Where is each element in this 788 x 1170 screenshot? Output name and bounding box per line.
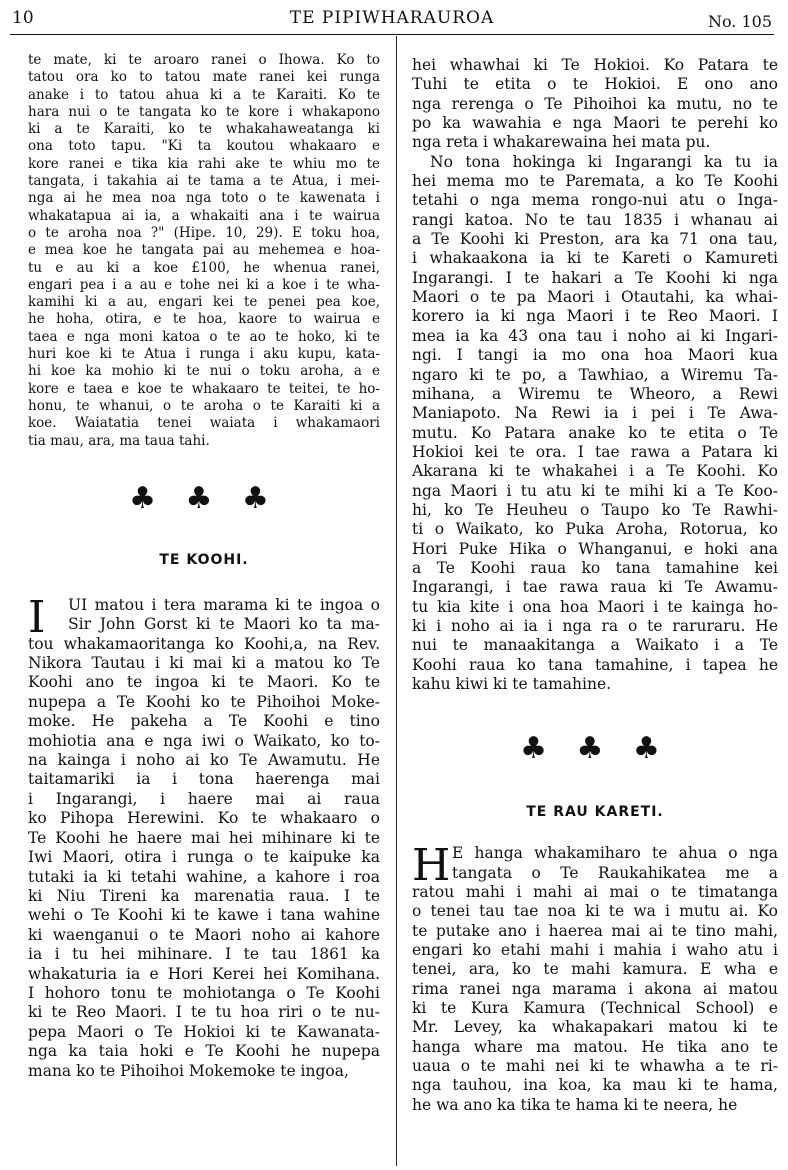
text-line: mohiotia ana e nga iwi o Waikato, ko to-: [28, 731, 380, 750]
left-column: [28, 52, 380, 1081]
text-line: Koohi raua ko tana tamahine, i tapea he: [412, 655, 778, 674]
text-line: e mea koe he tangata pai au mehemea e hoa-: [28, 242, 380, 259]
text-line: Ingarangi, i tae rawa raua ki Te Awamu-: [412, 578, 778, 597]
text-line: tangata, i takahia ai te tama a te Atua, i mei-: [28, 173, 380, 190]
text-line: taitamariki ia i tona haerenga mai: [28, 770, 380, 789]
text-line: engari pea i a au e tohe nei ki a koe i te wha-: [28, 276, 380, 293]
text-line: Te Koohi he haere mai hei mihinare ki te: [28, 828, 380, 847]
text-line: tou whakamaoritanga ko Koohi,a, na Rev.: [28, 634, 380, 653]
text-line: rima ranei nga marama i akona ai matou: [412, 979, 778, 998]
ornament-clovers-right: ♣ ♣ ♣: [520, 731, 670, 767]
text-line: nupepa a Te Koohi ko te Pihoihoi Moke-: [28, 692, 380, 711]
text-line: ki Niu Tireni ka marenatia raua. I te: [28, 886, 380, 905]
text-line: nga rerenga o Te Pihoihoi ka mutu, no te: [412, 94, 778, 113]
ornament-clovers: ♣ ♣ ♣: [129, 480, 279, 516]
right-paragraph-ingarangi: [412, 153, 778, 695]
text-line: nga ai he mea noa nga toto o te kawenata i: [28, 190, 380, 207]
text-line: nga reta i whakarewaina hei mata pu.: [412, 133, 711, 152]
text-line: uaua o te mahi nei ki te whawha a te ri-: [412, 1057, 778, 1076]
page-number: 10: [12, 8, 34, 28]
text-line: hi koe ka mohio ki te nui o toku aroha, a e: [28, 363, 380, 380]
article-heading-te-rau-kareti: TE RAU KARETI.: [526, 804, 664, 821]
text-line: o te aroha noa ?" (Hipe. 10, 29). E toku hoa,: [28, 224, 380, 241]
text-line: ki te Reo Maori. I te tu hoa riri o te nu-: [28, 1003, 380, 1022]
text-line: I hohoro tonu te mohiotanga o Te Koohi: [28, 983, 380, 1002]
text-line: rangi katoa. No te tau 1835 i whanau ai: [412, 210, 778, 229]
text-line: whakatapua ai ia, a whakaiti ana i te wairua: [28, 207, 380, 224]
text-line: Nikora Tautau i ki mai ki a matou ko Te: [28, 654, 380, 673]
text-line: Koohi ano te ingoa ki te Maori. Ko te: [28, 673, 380, 692]
right-column: [412, 56, 778, 1115]
drop-cap-lines-right: [412, 844, 778, 883]
text-line: ti o Waikato, ko Puka Aroha, Rotorua, ko: [412, 520, 778, 539]
text-line: taea e nga moni katoa o te ao te hoko, ki te: [28, 328, 380, 345]
text-line: Akarana ki te whakahei i a Te Koohi. Ko: [412, 462, 778, 481]
text-line: ratou mahi i mahi ai mai o te timatanga: [412, 883, 778, 902]
text-line: Maori o te pa Maori i Otautahi, ka whai-: [412, 288, 778, 307]
text-line: No tona hokinga ki Ingarangi ka tu ia: [430, 152, 778, 171]
drop-cap-block: [28, 591, 380, 643]
text-line: te putake ano i haerea mai ai te tino mahi,: [412, 921, 778, 940]
text-line: te mate, ki te aroaro ranei o Ihowa. Ko to: [28, 52, 380, 68]
text-line: Ingarangi. I te hakari a Te Koohi ki nga: [412, 268, 778, 287]
text-line: engari ko etahi mahi i mahia i waho atu i: [412, 941, 778, 960]
text-line: korero ia ki nga Maori i te Reo Maori. I: [412, 307, 778, 326]
text-line: tu e au ki a koe £100, he whenua ranei,: [28, 259, 380, 276]
text-line: tutaki ia ki tetahi wahine, a kahore i roa: [28, 867, 380, 886]
text-line: tia mau, ara, ma taua tahi.: [28, 432, 210, 449]
column-divider: [396, 36, 397, 1166]
text-line: Sir John Gorst ki te Maori ko ta ma-: [68, 615, 380, 634]
drop-cap-block-right: [412, 840, 778, 892]
text-line: tetahi o nga mema rongo-nui atu o Inga-: [412, 191, 778, 210]
article-te-koohi: [28, 591, 380, 1081]
text-line: nga ka taia hoki e Te Koohi he nupepa: [28, 1042, 380, 1061]
text-line: Tuhi te etita o te Hokioi. E ono ano: [412, 75, 778, 94]
text-line: kore e taea e koe te whakaaro te teitei, te ho-: [28, 380, 380, 397]
text-line: ko Pihopa Herewini. Ko te whakaaro o: [28, 809, 380, 828]
left-paragraph-koohi: [28, 635, 380, 1081]
text-line: Maniapoto. Na Rewi ia i pei i Te Awa-: [412, 404, 778, 423]
text-line: hei mema mo te Paremata, a ko Te Koohi: [412, 172, 778, 191]
text-line: hei whawhai ki Te Hokioi. Ko Patara te: [412, 56, 778, 74]
text-line: tatou ora ko to tatou mate ranei kei runga: [28, 69, 380, 86]
text-line: po ka wawahia e nga Maori te perehi ko: [412, 114, 778, 133]
text-line: anake i to tatou ahua ki a te Karaiti. Ko te: [28, 86, 380, 103]
text-line: Hori Puke Hika o Whanganui, e hoki ana: [412, 539, 778, 558]
right-paragraph-continued: [412, 56, 778, 153]
text-line: i Ingarangi, i haere mai ai raua: [28, 789, 380, 808]
text-line: mutu. Ko Patara anake ko te etita o Te: [412, 423, 778, 442]
drop-cap: I: [28, 591, 46, 643]
text-line: i whakaakona ia ki te Kareti o Kamureti: [412, 249, 778, 268]
page-header: [10, 4, 774, 35]
text-line: wehi o Te Koohi ki te kawe i tana wahine: [28, 906, 380, 925]
text-line: tu kia kite i ona hoa Maori i te kainga ho-: [412, 597, 778, 616]
text-line: ki te Kura Kamura (Technical School) e: [412, 999, 778, 1018]
text-line: pepa Maori o Te Hokioi ki te Kawanata-: [28, 1022, 380, 1041]
text-line: Mr. Levey, ka whakapakari matou ki te: [412, 1018, 778, 1037]
text-line: mana ko te Pihoihoi Mokemoke te ingoa,: [28, 1061, 349, 1080]
text-line: ki waenganui o te Maori noho ai kahore: [28, 925, 380, 944]
issue-number: No. 105: [707, 12, 772, 31]
text-line: he hoha, otira, e te hoa, kaore to wairua e: [28, 311, 380, 328]
text-line: nga tauhou, ina koa, ka mau ki te hama,: [412, 1076, 778, 1095]
text-line: o tenei tau tae noa ki te wa i mutu ai. Ko: [412, 902, 778, 921]
text-line: hara nui o te tangata ko te kore i whakapono: [28, 103, 380, 120]
text-line: UI matou i tera marama ki te ingoa o: [68, 595, 380, 614]
text-line: kamihi ki a au, engari kei te penei pea koe,: [28, 294, 380, 311]
text-line: tenei, ara, ko te mahi kamura. E wha e: [412, 960, 778, 979]
text-line: Iwi Maori, otira i runga o te kaipuke ka: [28, 848, 380, 867]
text-line: nui te manaakitanga a Waikato i a Te: [412, 636, 778, 655]
text-line: Hokioi kei te ora. I tae rawa a Patara ki: [412, 442, 778, 461]
text-line: ona toto tapu. "Ki ta koutou whakaaro e: [28, 138, 380, 155]
article-te-rau-kareti: [412, 840, 778, 1115]
text-line: huri koe ki te Atua i runga i aku kupu, kata-: [28, 346, 380, 363]
text-line: koe. Waiatatia tenei waiata i whakamaori: [28, 415, 380, 432]
drop-cap-right: H: [412, 840, 451, 892]
text-line: na kainga i noho ai ko Te Awamutu. He: [28, 751, 380, 770]
right-paragraph-kareti: [412, 883, 778, 1115]
text-line: whakaturia ia e Hori Kerei hei Komihana.: [28, 964, 380, 983]
text-line: ngi. I tangi ia mo ona hoa Maori kua: [412, 346, 778, 365]
text-line: honu, te whanui, o te aroha o te Karaiti ki a: [28, 397, 380, 414]
text-line: hi, ko Te Heuheu o Taupo ko Te Rawhi-: [412, 500, 778, 519]
article-heading-te-koohi: TE KOOHI.: [159, 551, 249, 568]
text-line: E hanga whakamiharo te ahua o nga: [452, 844, 778, 863]
text-line: moke. He pakeha a Te Koohi e tino: [28, 712, 380, 731]
drop-cap-lines: [28, 596, 380, 635]
text-line: mea ia ka 43 ona tau i noho ai ki Ingari-: [412, 326, 778, 345]
text-line: a Te Koohi ki Preston, ara ka 71 ona tau,: [412, 230, 778, 249]
text-line: hanga whare ma matou. He tika ano te: [412, 1037, 778, 1056]
text-line: tangata o Te Raukahikatea me a: [452, 863, 778, 882]
publication-title: TE PIPIWHARAUROA: [289, 8, 495, 28]
text-line: nga Maori i tu atu ki te mihi ki a Te Koo-: [412, 481, 778, 500]
text-line: mihana, a Wiremu te Wheoro, a Rewi: [412, 384, 778, 403]
left-paragraph-intro: [28, 52, 380, 450]
text-line: ia i tu hei mihinare. I te tau 1861 ka: [28, 945, 380, 964]
text-line: he wa ano ka tika te hama ki te neera, he: [412, 1095, 738, 1114]
text-line: a Te Koohi raua ko tana tamahine kei: [412, 558, 778, 577]
text-line: kore ranei e tika kia rahi ake te whiu mo te: [28, 155, 380, 172]
text-line: ngaro ki te po, a Tawhiao, a Wiremu Ta-: [412, 365, 778, 384]
text-line: ki a te Karaiti, ko te whakahaweatanga ki: [28, 121, 380, 138]
text-line: ki i noho ai ia i nga ra o te raruraru. He: [412, 616, 778, 635]
text-line: kahu kiwi ki te tamahine.: [412, 675, 612, 693]
